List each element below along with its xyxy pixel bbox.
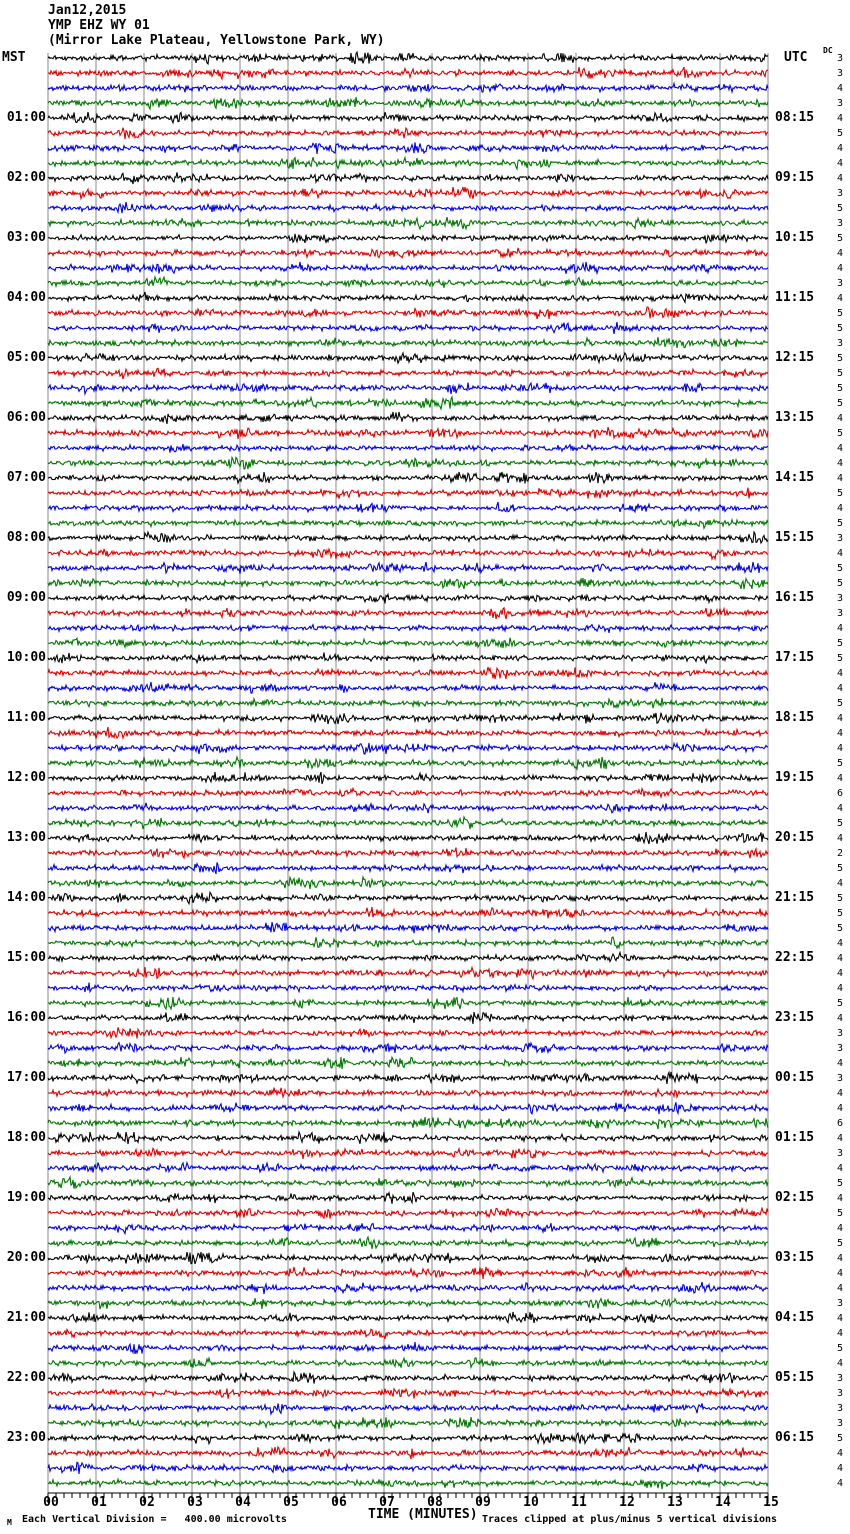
mst-time-label: 10:00 xyxy=(6,650,46,665)
dc-value: 5 xyxy=(836,1178,844,1189)
mst-axis-header: MST xyxy=(2,50,26,65)
x-tick-label: 00 xyxy=(43,1495,59,1510)
mst-time-label: 01:00 xyxy=(6,110,46,125)
dc-value: 5 xyxy=(836,923,844,934)
x-tick-label: 11 xyxy=(571,1495,587,1510)
utc-time-label: 02:15 xyxy=(775,1190,815,1205)
utc-time-label: 11:15 xyxy=(775,290,815,305)
mst-time-label: 04:00 xyxy=(6,290,46,305)
dc-value: 4 xyxy=(836,803,844,814)
header-station-id: YMP EHZ WY 01 xyxy=(48,18,150,33)
dc-value: 4 xyxy=(836,713,844,724)
dc-value: 5 xyxy=(836,1238,844,1249)
header-station-location: (Mirror Lake Plateau, Yellowstone Park, WY) xyxy=(48,33,385,48)
x-tick-label: 15 xyxy=(763,1495,779,1510)
utc-time-label: 09:15 xyxy=(775,170,815,185)
utc-time-label: 03:15 xyxy=(775,1250,815,1265)
dc-value: 4 xyxy=(836,173,844,184)
dc-value: 4 xyxy=(836,1058,844,1069)
dc-value: 5 xyxy=(836,578,844,589)
utc-time-label: 19:15 xyxy=(775,770,815,785)
x-tick-label: 05 xyxy=(283,1495,299,1510)
dc-value: 4 xyxy=(836,443,844,454)
dc-value: 5 xyxy=(836,893,844,904)
footer-scale-note: Each Vertical Division = 400.00 microvolts xyxy=(22,1514,287,1525)
utc-time-label: 16:15 xyxy=(775,590,815,605)
mst-time-label: 18:00 xyxy=(6,1130,46,1145)
mst-time-label: 12:00 xyxy=(6,770,46,785)
dc-value: 3 xyxy=(836,1043,844,1054)
x-tick-label: 10 xyxy=(523,1495,539,1510)
mst-time-label: 07:00 xyxy=(6,470,46,485)
x-tick-label: 14 xyxy=(715,1495,731,1510)
dc-value: 4 xyxy=(836,1088,844,1099)
dc-value: 6 xyxy=(836,788,844,799)
dc-value: 4 xyxy=(836,1328,844,1339)
dc-value: 3 xyxy=(836,68,844,79)
dc-value: 4 xyxy=(836,953,844,964)
dc-value: 4 xyxy=(836,248,844,259)
dc-value: 5 xyxy=(836,908,844,919)
utc-time-label: 00:15 xyxy=(775,1070,815,1085)
dc-value: 4 xyxy=(836,878,844,889)
mst-time-label: 22:00 xyxy=(6,1370,46,1385)
dc-value: 5 xyxy=(836,308,844,319)
dc-value: 4 xyxy=(836,473,844,484)
dc-value: 4 xyxy=(836,983,844,994)
dc-value: 5 xyxy=(836,128,844,139)
dc-value: 5 xyxy=(836,998,844,1009)
dc-value: 5 xyxy=(836,818,844,829)
mst-time-label: 15:00 xyxy=(6,950,46,965)
mst-time-label: 21:00 xyxy=(6,1310,46,1325)
dc-value: 4 xyxy=(836,623,844,634)
utc-time-label: 08:15 xyxy=(775,110,815,125)
dc-value: 3 xyxy=(836,1388,844,1399)
dc-value: 3 xyxy=(836,1373,844,1384)
dc-value: 5 xyxy=(836,698,844,709)
dc-value: 4 xyxy=(836,1193,844,1204)
utc-time-label: 15:15 xyxy=(775,530,815,545)
utc-time-label: 01:15 xyxy=(775,1130,815,1145)
dc-value: 3 xyxy=(836,1148,844,1159)
dc-value: 3 xyxy=(836,1403,844,1414)
utc-time-label: 04:15 xyxy=(775,1310,815,1325)
x-tick-label: 02 xyxy=(139,1495,155,1510)
utc-axis-header: UTC xyxy=(784,50,808,65)
dc-value: 4 xyxy=(836,968,844,979)
dc-value: 4 xyxy=(836,1313,844,1324)
dc-value: 3 xyxy=(836,338,844,349)
dc-value: 4 xyxy=(836,743,844,754)
dc-value: 3 xyxy=(836,1073,844,1084)
dc-value: 4 xyxy=(836,293,844,304)
utc-time-label: 22:15 xyxy=(775,950,815,965)
mst-time-label: 14:00 xyxy=(6,890,46,905)
dc-value: 3 xyxy=(836,608,844,619)
dc-value: 3 xyxy=(836,278,844,289)
dc-value: 5 xyxy=(836,563,844,574)
dc-value: 4 xyxy=(836,458,844,469)
dc-value: 4 xyxy=(836,413,844,424)
dc-value: 4 xyxy=(836,1223,844,1234)
dc-value: 5 xyxy=(836,368,844,379)
dc-value: 5 xyxy=(836,383,844,394)
dc-value: 5 xyxy=(836,233,844,244)
dc-value: 5 xyxy=(836,1208,844,1219)
x-tick-label: 03 xyxy=(187,1495,203,1510)
mst-time-label: 05:00 xyxy=(6,350,46,365)
dc-value: 4 xyxy=(836,1463,844,1474)
mst-time-label: 19:00 xyxy=(6,1190,46,1205)
mst-time-label: 09:00 xyxy=(6,590,46,605)
dc-value: 4 xyxy=(836,113,844,124)
dc-value: 4 xyxy=(836,1103,844,1114)
dc-value: 5 xyxy=(836,488,844,499)
utc-time-label: 10:15 xyxy=(775,230,815,245)
dc-value: 4 xyxy=(836,548,844,559)
dc-value: 5 xyxy=(836,1433,844,1444)
dc-value: 5 xyxy=(836,758,844,769)
x-tick-label: 12 xyxy=(619,1495,635,1510)
mst-time-label: 06:00 xyxy=(6,410,46,425)
mst-time-label: 11:00 xyxy=(6,710,46,725)
mst-time-label: 08:00 xyxy=(6,530,46,545)
dc-value: 5 xyxy=(836,428,844,439)
dc-value: 4 xyxy=(836,1268,844,1279)
utc-time-label: 06:15 xyxy=(775,1430,815,1445)
mst-time-label: 02:00 xyxy=(6,170,46,185)
utc-time-label: 05:15 xyxy=(775,1370,815,1385)
dc-value: 4 xyxy=(836,668,844,679)
dc-value: 3 xyxy=(836,188,844,199)
mst-time-label: 03:00 xyxy=(6,230,46,245)
dc-value: 4 xyxy=(836,1133,844,1144)
dc-value: 5 xyxy=(836,323,844,334)
dc-value: 3 xyxy=(836,533,844,544)
dc-value: 5 xyxy=(836,1343,844,1354)
x-tick-label: 04 xyxy=(235,1495,251,1510)
dc-value: 4 xyxy=(836,83,844,94)
dc-value: 4 xyxy=(836,728,844,739)
dc-value: 2 xyxy=(836,848,844,859)
dc-value: 4 xyxy=(836,833,844,844)
dc-value: 4 xyxy=(836,683,844,694)
dc-value: 6 xyxy=(836,1118,844,1129)
dc-value: 3 xyxy=(836,1028,844,1039)
dc-value: 5 xyxy=(836,653,844,664)
x-tick-label: 06 xyxy=(331,1495,347,1510)
dc-value: 4 xyxy=(836,1163,844,1174)
x-tick-label: 13 xyxy=(667,1495,683,1510)
dc-value: 5 xyxy=(836,518,844,529)
dc-value: 4 xyxy=(836,1448,844,1459)
dc-value: 5 xyxy=(836,863,844,874)
mst-time-label: 16:00 xyxy=(6,1010,46,1025)
utc-time-label: 20:15 xyxy=(775,830,815,845)
utc-time-label: 12:15 xyxy=(775,350,815,365)
dc-value: 4 xyxy=(836,1253,844,1264)
dc-value: 3 xyxy=(836,1298,844,1309)
utc-time-label: 23:15 xyxy=(775,1010,815,1025)
utc-time-label: 21:15 xyxy=(775,890,815,905)
dc-value: 4 xyxy=(836,143,844,154)
dc-value: 4 xyxy=(836,1478,844,1489)
x-tick-label: 08 xyxy=(427,1495,443,1510)
utc-time-label: 18:15 xyxy=(775,710,815,725)
dc-value: 5 xyxy=(836,638,844,649)
dc-value: 3 xyxy=(836,1418,844,1429)
x-axis-title: TIME (MINUTES) xyxy=(368,1507,478,1522)
dc-value: 3 xyxy=(836,218,844,229)
dc-value: 4 xyxy=(836,1013,844,1024)
dc-value: 4 xyxy=(836,938,844,949)
mst-time-label: 13:00 xyxy=(6,830,46,845)
footer-clip-note: Traces clipped at plus/minus 5 vertical divisions xyxy=(482,1514,778,1525)
dc-value: 4 xyxy=(836,1283,844,1294)
x-tick-label: 07 xyxy=(379,1495,395,1510)
corner-mark: M xyxy=(7,1518,12,1527)
x-tick-label: 01 xyxy=(91,1495,107,1510)
dc-axis-header: DC xyxy=(823,46,833,55)
x-tick-label: 09 xyxy=(475,1495,491,1510)
dc-value: 4 xyxy=(836,263,844,274)
dc-value: 5 xyxy=(836,353,844,364)
dc-value: 3 xyxy=(836,593,844,604)
dc-value: 4 xyxy=(836,158,844,169)
mst-time-label: 23:00 xyxy=(6,1430,46,1445)
dc-value: 4 xyxy=(836,1358,844,1369)
header-date: Jan12,2015 xyxy=(48,3,127,18)
utc-time-label: 14:15 xyxy=(775,470,815,485)
mst-time-label: 20:00 xyxy=(6,1250,46,1265)
dc-value: 5 xyxy=(836,398,844,409)
utc-time-label: 13:15 xyxy=(775,410,815,425)
utc-time-label: 17:15 xyxy=(775,650,815,665)
dc-value: 5 xyxy=(836,203,844,214)
dc-value: 3 xyxy=(836,98,844,109)
dc-value: 4 xyxy=(836,503,844,514)
mst-time-label: 17:00 xyxy=(6,1070,46,1085)
dc-value: 4 xyxy=(836,773,844,784)
dc-value: 3 xyxy=(836,53,844,64)
